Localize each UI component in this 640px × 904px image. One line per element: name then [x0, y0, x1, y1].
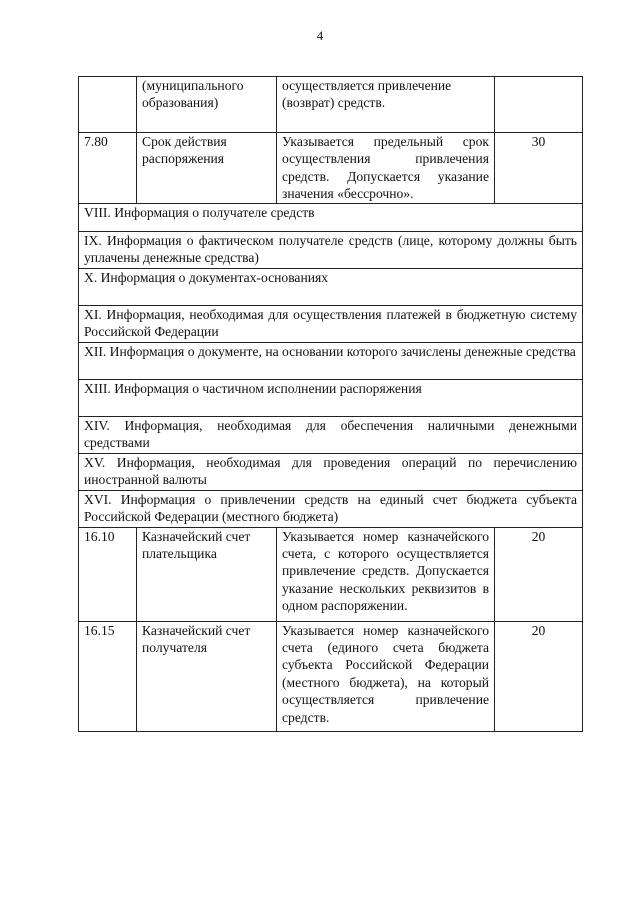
field-length: [495, 77, 583, 133]
table-row: [79, 621, 583, 731]
section-row: [79, 268, 583, 305]
table-row: [79, 527, 583, 621]
requisite-description: Указывается номер казначейского счета (единого счета бюджета субъекта Российской Федерации (местного бюджета), на который осуществляется привлечение средств.: [277, 621, 495, 731]
requisite-description: Указывается предельный срок осуществления привлечения средств. Допускается указание значения «бессрочно».: [277, 133, 495, 204]
table-row: [79, 77, 583, 133]
row-number: [79, 77, 137, 133]
section-row: [79, 231, 583, 268]
section-row: [79, 490, 583, 527]
row-number: 7.80: [79, 133, 137, 204]
section-row: [79, 453, 583, 490]
section-heading: XIII. Информация о частичном исполнении распоряжения: [79, 379, 583, 416]
section-heading: XII. Информация о документе, на основании которого зачислены денежные средства: [79, 342, 583, 379]
section-row: [79, 416, 583, 453]
requisite-description: осуществляется привлечение (возврат) средств.: [277, 77, 495, 133]
requisite-name: Срок действия распоряжения: [137, 133, 277, 204]
section-heading: XV. Информация, необходимая для проведения операций по перечислению иностранной валюты: [79, 453, 583, 490]
section-row: [79, 203, 583, 231]
requisite-description: Указывается номер казначейского счета, с которого осуществляется привлечение средств. Допускается указание нескольких реквизитов в одном распоряжении.: [277, 527, 495, 621]
table-row: [79, 133, 583, 204]
field-length: 20: [495, 621, 583, 731]
section-heading: IX. Информация о фактическом получателе средств (лице, которому должны быть уплачены денежные средства): [79, 231, 583, 268]
section-heading: XVI. Информация о привлечении средств на единый счет бюджета субъекта Российской Федерации (местного бюджета): [79, 490, 583, 527]
row-number: 16.15: [79, 621, 137, 731]
page-number: 4: [316, 28, 324, 43]
section-heading: VIII. Информация о получателе средств: [79, 203, 583, 231]
field-length: 20: [495, 527, 583, 621]
section-row: [79, 305, 583, 342]
requisite-name: Казначейский счет плательщика: [137, 527, 277, 621]
requisite-name: Казначейский счет получателя: [137, 621, 277, 731]
section-heading: XI. Информация, необходимая для осуществления платежей в бюджетную систему Российской Федерации: [79, 305, 583, 342]
requisite-name: (муниципального образования): [137, 77, 277, 133]
row-number: 16.10: [79, 527, 137, 621]
field-length: 30: [495, 133, 583, 204]
section-heading: XIV. Информация, необходимая для обеспечения наличными денежными средствами: [79, 416, 583, 453]
section-row: [79, 379, 583, 416]
requisites-table: [78, 76, 583, 732]
section-row: [79, 342, 583, 379]
section-heading: X. Информация о документах-основаниях: [79, 268, 583, 305]
